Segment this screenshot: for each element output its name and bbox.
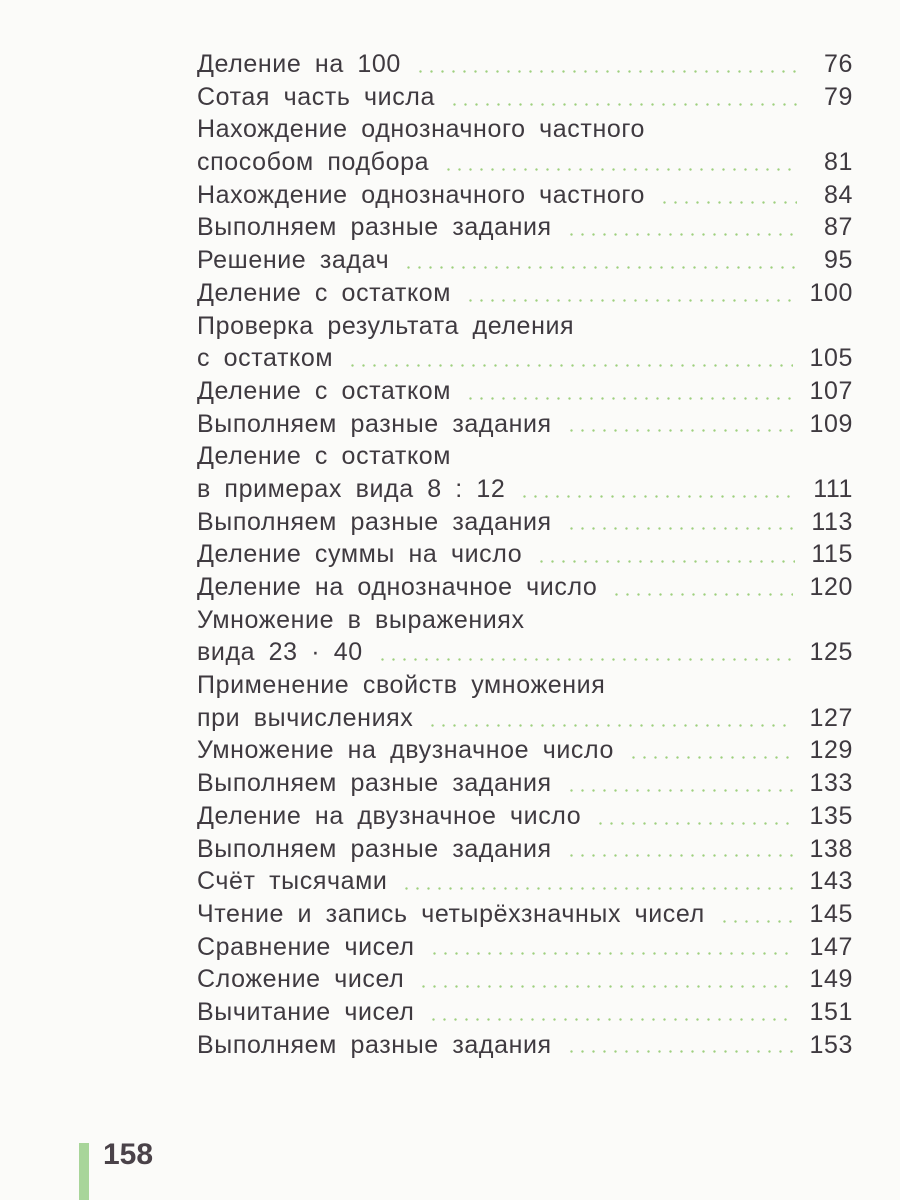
toc-entry-line (197, 506, 853, 539)
toc-entry-title: с остатком (197, 344, 334, 373)
leader-dots (566, 233, 797, 236)
leader-dots (628, 756, 794, 759)
toc-page-number: 76 (823, 50, 853, 78)
toc-entry-title: Проверка результата деления (197, 311, 575, 340)
toc-entry (197, 996, 853, 1029)
toc-entry-line (197, 767, 853, 800)
leader-dots (566, 854, 794, 857)
leader-dots (427, 724, 793, 727)
toc-entry-line (197, 931, 853, 964)
leader-dots (659, 201, 797, 204)
toc-entry-line (197, 865, 853, 898)
toc-entry-title: Счёт тысячами (197, 867, 388, 896)
toc-entry-line (197, 1029, 853, 1062)
toc-page-number: 129 (809, 736, 853, 765)
toc-page-number: 113 (811, 507, 853, 536)
toc-entry-title: Выполняем разные задания (197, 213, 552, 242)
toc-page-number: 84 (823, 180, 853, 209)
leader-dots (418, 985, 793, 988)
toc-entry (197, 179, 853, 212)
toc-entry-line (197, 310, 853, 343)
toc-entry (197, 669, 853, 734)
toc-entry (197, 767, 853, 800)
table-of-contents (197, 48, 853, 1061)
leader-dots (377, 658, 794, 661)
toc-entry-title: Нахождение однозначного частного (197, 180, 646, 209)
toc-entry-title: Выполняем разные задания (197, 409, 552, 438)
toc-page-number: 115 (811, 540, 853, 569)
toc-entry-line (197, 81, 853, 114)
toc-entry-title: Умножение в выражениях (197, 605, 525, 634)
toc-entry (197, 865, 853, 898)
leader-dots (347, 364, 793, 367)
toc-page-number: 87 (823, 213, 853, 242)
toc-page-number: 127 (809, 703, 853, 732)
toc-page-number: 149 (809, 965, 853, 994)
toc-page-number: 120 (809, 573, 853, 601)
toc-entry-title: Деление на двузначное число (197, 801, 582, 830)
toc-entry-line (197, 342, 853, 375)
toc-entry-title: Выполняем разные задания (197, 1030, 552, 1059)
toc-entry (197, 506, 853, 539)
toc-entry (197, 81, 853, 114)
toc-entry-title: Нахождение однозначного частного (197, 115, 646, 144)
toc-entry-line (197, 113, 853, 146)
toc-entry-line (197, 898, 853, 931)
toc-page-number: 109 (809, 409, 853, 438)
toc-entry (197, 211, 853, 244)
toc-entry-line (197, 277, 853, 310)
toc-entry-title: Деление с остатком (197, 442, 452, 471)
leader-dots (595, 822, 793, 825)
toc-page-number: 147 (809, 932, 853, 961)
toc-entry (197, 310, 853, 375)
page-edge-accent-bar (79, 1143, 89, 1200)
toc-page-number: 95 (823, 246, 853, 275)
toc-page-number: 138 (809, 834, 853, 863)
toc-entry-line (197, 734, 853, 767)
leader-dots (428, 1018, 793, 1021)
toc-entry-title: Умножение на двузначное число (197, 736, 614, 765)
toc-page-number: 111 (813, 474, 853, 503)
toc-entry (197, 734, 853, 767)
toc-entry-title: вида 23 · 40 (197, 638, 363, 667)
toc-entry (197, 800, 853, 833)
toc-entry-title: Решение задач (197, 246, 390, 275)
toc-entry-line (197, 702, 853, 735)
toc-entry-line (197, 146, 853, 179)
toc-entry-line (197, 244, 853, 277)
toc-page-number: 145 (809, 899, 853, 928)
leader-dots (449, 103, 797, 106)
toc-entry-title: Сотая часть числа (197, 82, 435, 111)
toc-entry-title: Вычитание чисел (197, 997, 415, 1026)
toc-entry-title: Деление с остатком (197, 278, 452, 307)
toc-entry (197, 963, 853, 996)
leader-dots (415, 70, 797, 73)
toc-entry (197, 408, 853, 441)
toc-entry-line (197, 963, 853, 996)
page-number: 158 (103, 1138, 154, 1171)
leader-dots (519, 495, 797, 498)
leader-dots (566, 429, 794, 432)
toc-entry-line (197, 669, 853, 702)
toc-entry-line (197, 538, 853, 571)
toc-page-number: 125 (809, 638, 853, 667)
toc-entry-title: Выполняем разные задания (197, 769, 552, 798)
toc-entry-title: Сложение чисел (197, 965, 405, 994)
toc-entry (197, 113, 853, 178)
toc-entry-line (197, 375, 853, 408)
toc-entry (197, 244, 853, 277)
toc-entry-line (197, 179, 853, 212)
toc-entry-line (197, 473, 853, 506)
toc-entry (197, 48, 853, 81)
leader-dots (566, 1050, 794, 1053)
leader-dots (719, 920, 794, 923)
toc-entry-line (197, 996, 853, 1029)
toc-entry-title: Деление с остатком (197, 376, 452, 405)
toc-page-number: 105 (809, 344, 853, 373)
toc-entry-title: Деление суммы на число (197, 540, 523, 569)
toc-entry (197, 604, 853, 669)
toc-entry-line (197, 440, 853, 473)
toc-entry-line (197, 571, 853, 604)
leader-dots (536, 560, 795, 563)
toc-entry (197, 538, 853, 571)
leader-dots (566, 527, 796, 530)
toc-entry-title: Чтение и запись четырёхзначных чисел (197, 899, 705, 928)
toc-entry-title: Выполняем разные задания (197, 507, 552, 536)
toc-page-number: 143 (809, 867, 853, 896)
toc-page-number: 135 (809, 801, 853, 830)
toc-page-number: 151 (809, 997, 853, 1026)
toc-page-number: 133 (809, 769, 853, 798)
leader-dots (611, 593, 793, 596)
toc-entry (197, 931, 853, 964)
toc-entry-title: Деление на 100 (197, 50, 401, 78)
toc-entry-line (197, 636, 853, 669)
toc-entry (197, 277, 853, 310)
toc-page-number: 153 (809, 1030, 853, 1059)
toc-page-number: 81 (823, 148, 853, 177)
toc-page-number: 100 (809, 278, 853, 307)
toc-entry-title: Деление на однозначное число (197, 573, 598, 601)
toc-entry (197, 833, 853, 866)
leader-dots (566, 789, 794, 792)
toc-page-number: 79 (823, 82, 853, 111)
toc-entry-line (197, 211, 853, 244)
toc-entry (197, 898, 853, 931)
leader-dots (403, 266, 797, 269)
toc-entry-line (197, 48, 853, 81)
toc-entry (197, 1029, 853, 1062)
toc-entry-title: Выполняем разные задания (197, 834, 552, 863)
toc-entry-line (197, 604, 853, 637)
toc-page-number: 107 (809, 376, 853, 405)
toc-entry-title: в примерах вида 8 : 12 (197, 474, 506, 503)
leader-dots (443, 168, 797, 171)
leader-dots (465, 397, 793, 400)
toc-entry-title: способом подбора (197, 148, 430, 177)
toc-entry (197, 440, 853, 505)
leader-dots (465, 299, 793, 302)
toc-entry-line (197, 408, 853, 441)
toc-entry-title: Сравнение чисел (197, 932, 415, 961)
toc-entry-line (197, 833, 853, 866)
toc-entry (197, 571, 853, 604)
toc-entry-line (197, 800, 853, 833)
toc-entry (197, 375, 853, 408)
leader-dots (401, 887, 793, 890)
toc-entry-title: при вычислениях (197, 703, 414, 732)
toc-entry-title: Применение свойств умножения (197, 671, 606, 700)
leader-dots (429, 952, 794, 955)
